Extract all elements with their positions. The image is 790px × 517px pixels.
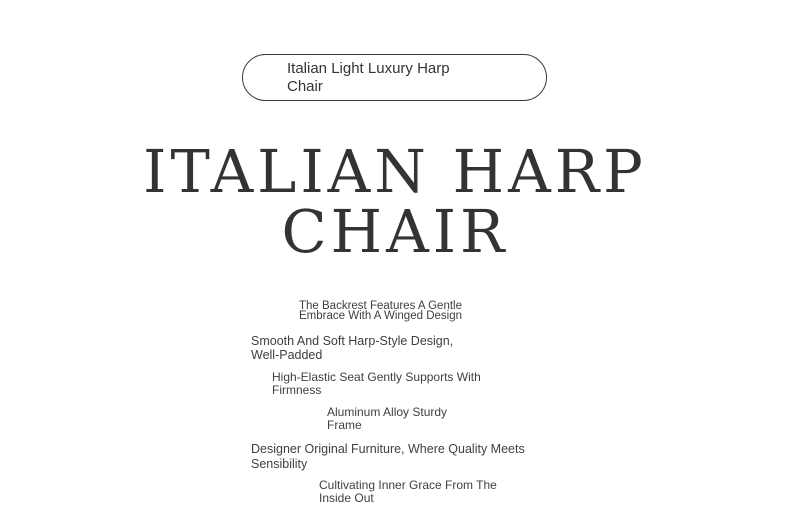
product-name-pill	[242, 54, 547, 101]
feature-designer: Designer Original Furniture, Where Quality Meets Sensibility	[251, 442, 525, 471]
hero-title-line-2: CHAIR	[281, 197, 509, 266]
feature-harp-design: Smooth And Soft Harp-Style Design, Well-Padded	[251, 334, 454, 362]
feature-grace: Cultivating Inner Grace From The Inside Out	[319, 478, 497, 505]
hero-title-line-1: ITALIAN HARP	[143, 137, 647, 206]
hero-title	[0, 137, 790, 266]
feature-frame: Aluminum Alloy Sturdy Frame	[327, 405, 448, 432]
product-name-label: Italian Light Luxury Harp Chair	[287, 60, 450, 95]
feature-backrest: The Backrest Features A Gentle Embrace With A Winged Design	[299, 300, 462, 322]
feature-seat: High-Elastic Seat Gently Supports With Firmness	[272, 370, 481, 397]
